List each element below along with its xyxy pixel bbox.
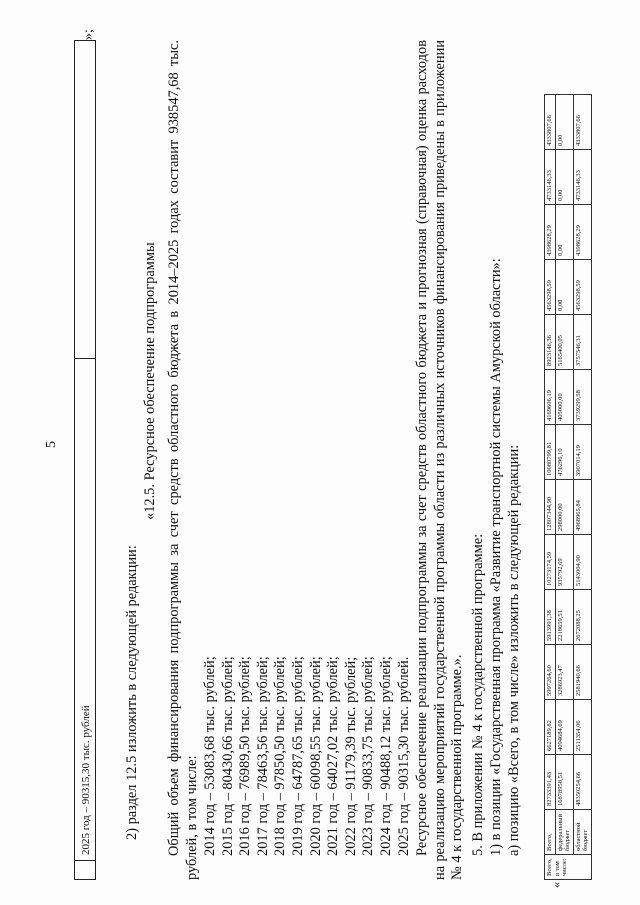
table-cell: 0,00: [555, 260, 573, 315]
funding-table: [544, 94, 592, 880]
year-item: 2021 год – 64027,02 тыс. рублей;: [325, 656, 342, 856]
table-cell: 298000,00: [555, 480, 573, 535]
table-cell: 0,00: [555, 95, 573, 150]
table-cell: 16878958,51: [555, 755, 573, 810]
table-cell: 5165400,05: [555, 315, 573, 370]
years-list: [202, 656, 413, 856]
table-cell: 3757546,31: [573, 315, 591, 370]
table-cell: 4094684,69: [555, 700, 573, 755]
table-cell: 4169606,19: [545, 370, 556, 425]
table-cell: 4733146,33: [545, 150, 556, 205]
table-cell: 10080799,81: [545, 425, 556, 480]
table-cell: 4398628,29: [545, 205, 556, 260]
year-item: 2014 год – 53083,68 тыс. рублей;: [202, 656, 218, 856]
table-cell: 2672088,25: [573, 590, 591, 645]
table-cell: 4563298,59: [573, 260, 591, 315]
table-cell: 4333807,66: [573, 95, 591, 150]
table-cell: 8923146,36: [545, 315, 556, 370]
item-5-1-a: а) позицию «Всего, в том числе» изложить в следующей редакции:: [506, 444, 522, 856]
year-item: 2017 год – 78463,56 тыс. рублей;: [254, 656, 271, 856]
table-cell: 3286923,47: [555, 645, 573, 700]
table-cell: 2581940,66: [573, 645, 591, 700]
year-item: 2020 год – 60098,55 тыс. рублей;: [307, 656, 324, 856]
table-cell: 5143004,90: [573, 535, 591, 590]
table-row: [555, 95, 573, 880]
page-number: 5: [44, 441, 59, 448]
year-item: 2022 год – 91179,39 тыс. рублей;: [342, 656, 359, 856]
table-divider: [75, 358, 95, 359]
opening-quote: «: [549, 882, 563, 888]
table-cell: 0,00: [555, 150, 573, 205]
item-5: 5. В приложении № 4 к государственной программе:: [470, 533, 486, 856]
table-cell-label: федеральный бюджет: [555, 810, 573, 855]
table-row: [545, 95, 556, 880]
item-5-1: 1) в позиции «Государственная программа «Развитие транспортной системы Амурской области»:: [488, 258, 504, 856]
year-item: 2015 год – 80430,66 тыс. рублей;: [219, 656, 236, 856]
table-cell: 6627189,82: [545, 700, 556, 755]
table-cell: 4333807,66: [545, 95, 556, 150]
year-item: 2018 год – 97850,50 тыс. рублей;: [272, 656, 289, 856]
table-cell: 476296,10: [555, 425, 573, 480]
table-cell: 82733391,43: [545, 755, 556, 810]
year-item: 2025 год – 90315,30 тыс. рублей.: [395, 656, 412, 856]
section-intro: 2) раздел 12.5 изложить в следующей редакции:: [124, 545, 140, 840]
financing-intro: Общий объем финансирования подпрограммы за счет средств областного бюджета в 2014–2025 годах составит 938547,68 тыс. рублей, в том числе:: [166, 40, 200, 880]
rotated-content: [74, 29, 629, 888]
table-cell: 12807344,90: [545, 480, 556, 535]
section-title: «12.5. Ресурсное обеспечение подпрограммы: [142, 242, 158, 520]
table-cell: 935792,69: [555, 535, 573, 590]
table-cell: 0,00: [555, 205, 573, 260]
table-divider: [75, 860, 95, 861]
table-cell: 10273174,59: [545, 535, 556, 590]
table-row: [573, 95, 591, 880]
table-cell: 3907014,19: [573, 425, 591, 480]
closing-quote: »;: [81, 29, 96, 40]
table-cell: 5913991,38: [545, 590, 556, 645]
table-cell: 4563298,59: [545, 260, 556, 315]
year-item: 2023 год – 90833,75 тыс. рублей;: [360, 656, 377, 856]
table-cell: 48350254,66: [573, 755, 591, 810]
year-item: 2019 год – 64787,65 тыс. рублей;: [289, 656, 306, 856]
table-cell: 2511354,06: [573, 700, 591, 755]
table-cell: 5997264,60: [545, 645, 556, 700]
table-cell: 3739299,58: [573, 370, 591, 425]
year-item: 2016 год – 76989,50 тыс. рублей;: [237, 656, 254, 856]
table-cell: 4398628,29: [573, 205, 591, 260]
previous-table-fragment: [74, 40, 96, 880]
table-cell: 405000,00: [555, 370, 573, 425]
table-cell: 4968965,84: [573, 480, 591, 535]
table-cell: 2218659,51: [555, 590, 573, 645]
table-row-group-label: Всего, в том числе:: [545, 855, 592, 880]
year-item: 2024 год – 90488,12 тыс. рублей;: [377, 656, 394, 856]
table-cell-label: областной бюджет: [573, 810, 591, 855]
table-cell-label: Всего,: [545, 810, 556, 855]
resource-paragraph: Ресурсное обеспечение реализации подпрограммы за счет средств областного бюджета и прогнозная (справочная) оценка расходов на реализацию мероприятий государственной программы области из различных источников финансирования приведены в приложении № 4 к государственной программе.».: [414, 40, 466, 880]
previous-table-text: 2025 год – 90315,30 тыс. рублей: [80, 705, 92, 855]
table-cell: 4733146,33: [573, 150, 591, 205]
